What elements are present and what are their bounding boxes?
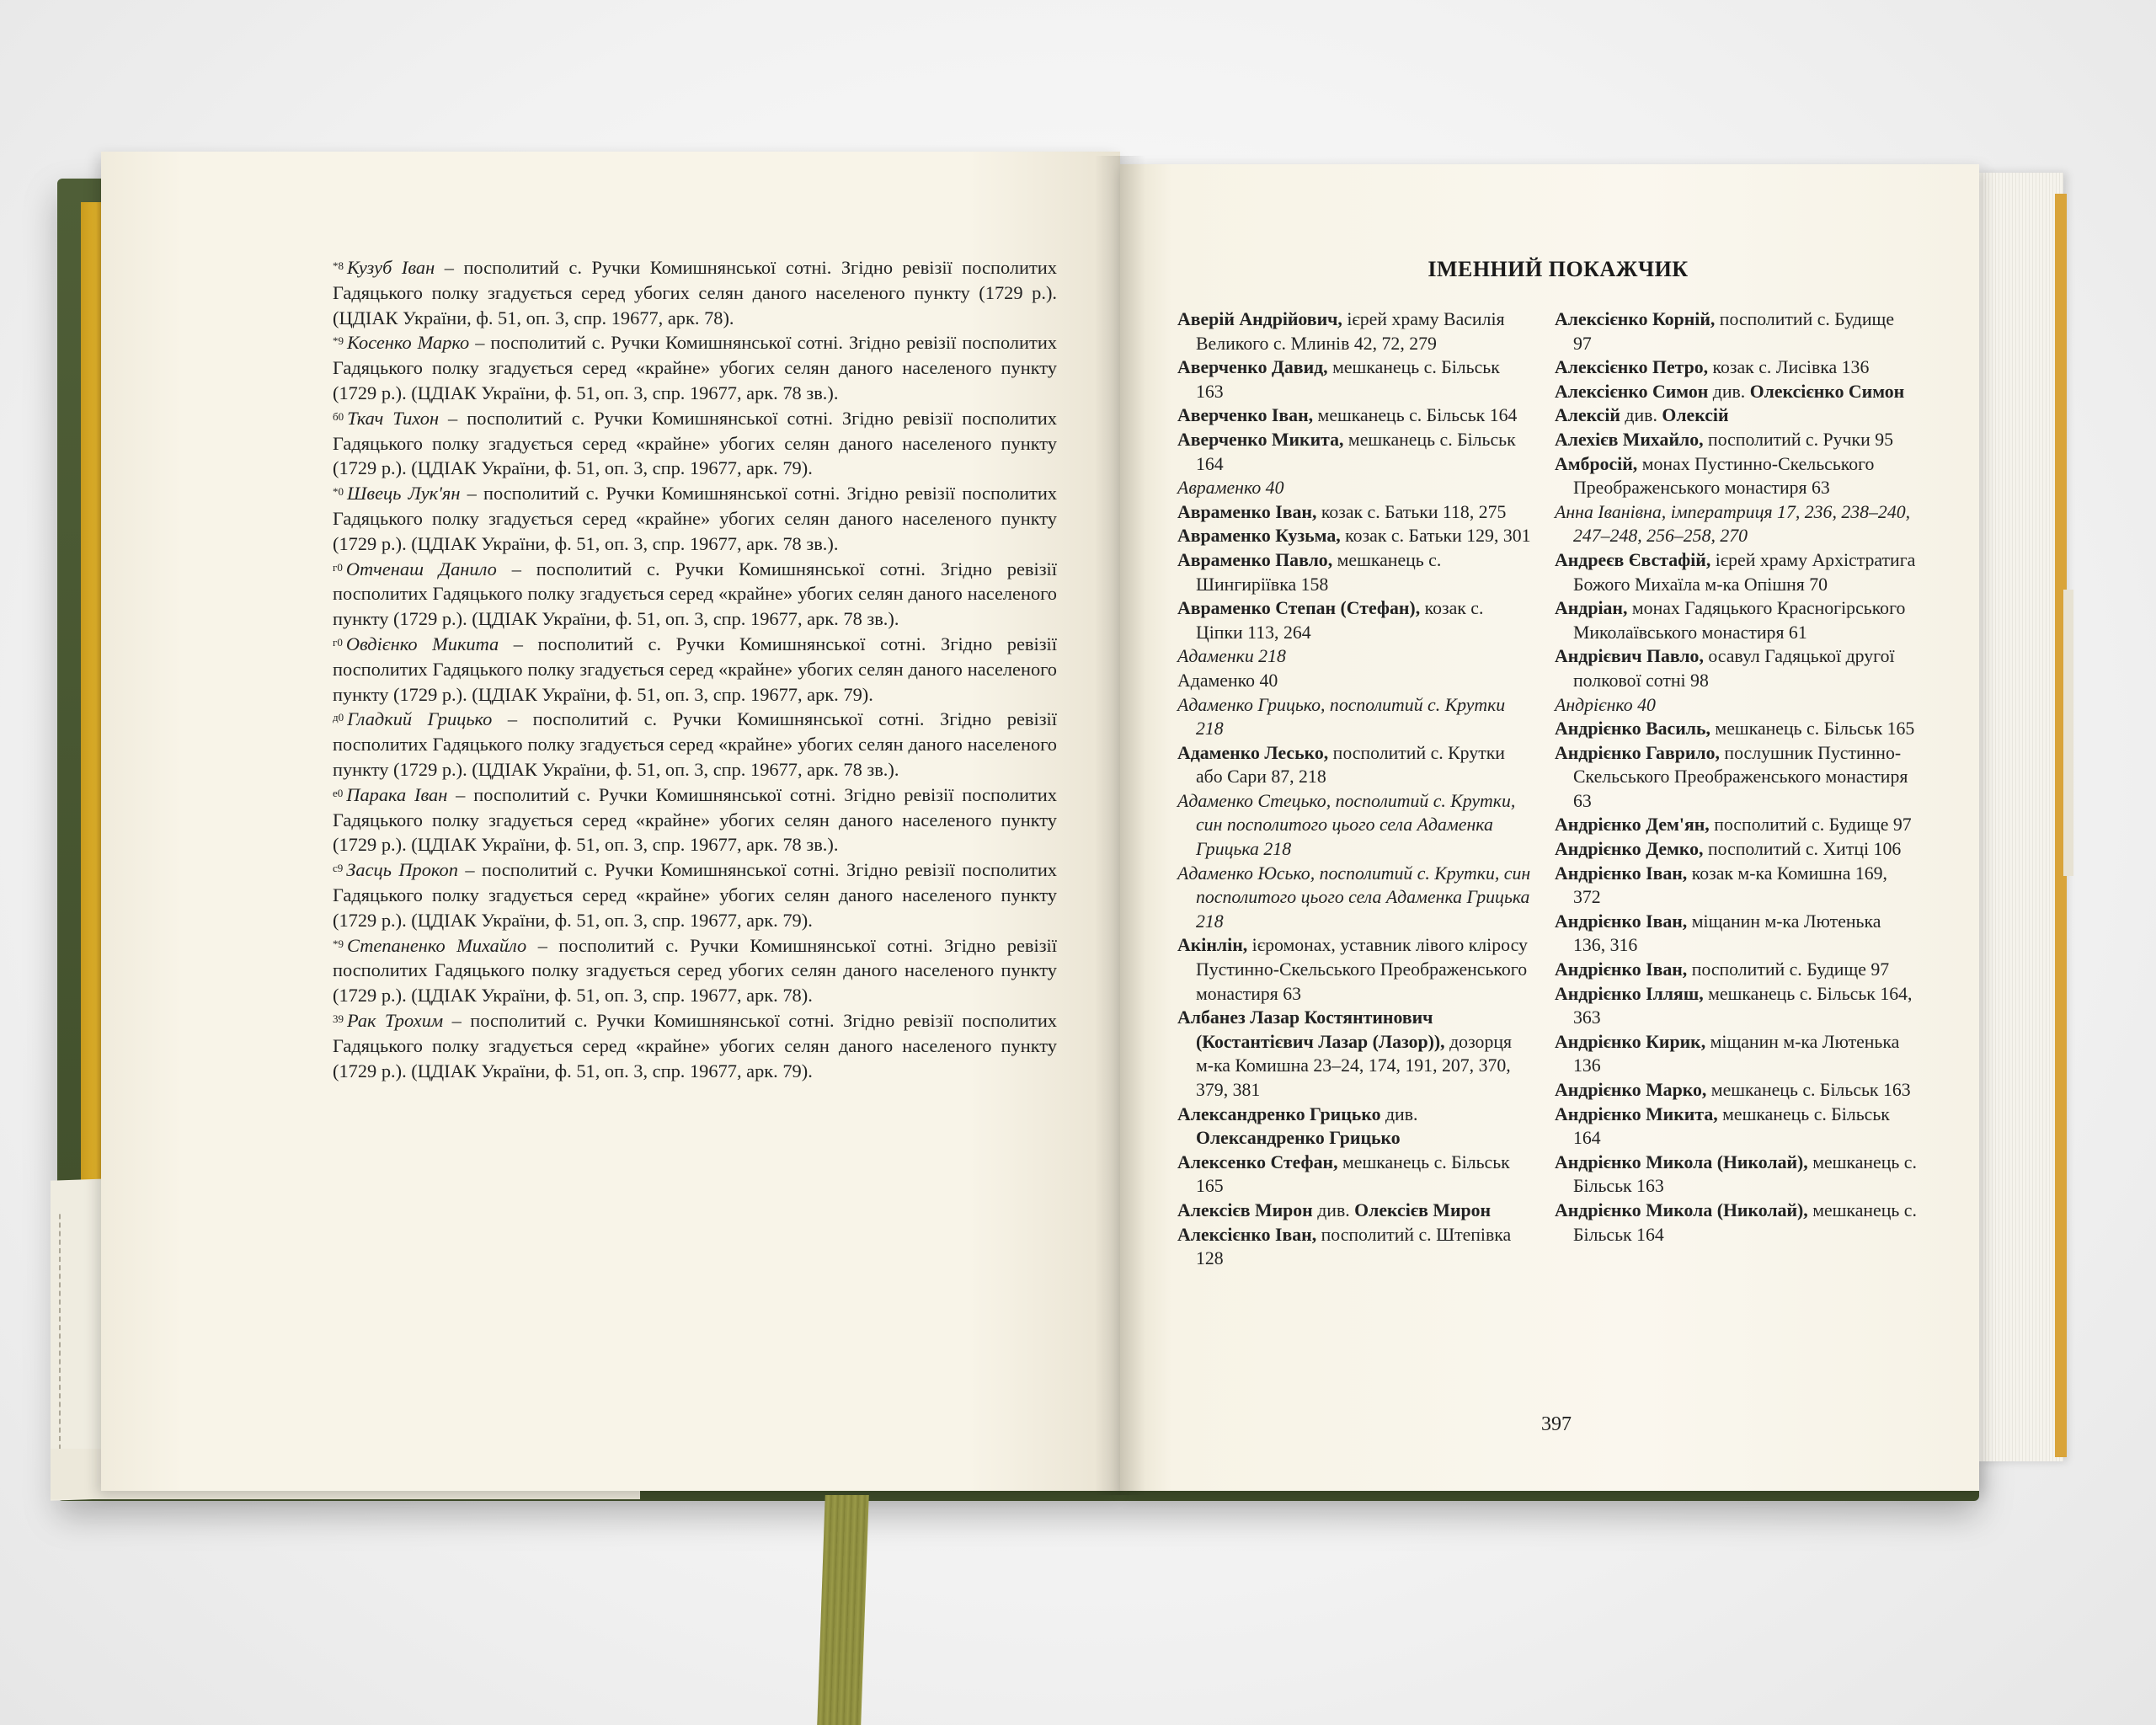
page-number: 397 [1541, 1413, 1572, 1435]
index-entry: Алексенко Стефан, мешканець с. Більськ 165 [1177, 1151, 1510, 1197]
page-stack-right [1979, 173, 2063, 1461]
index-entry: Андрієнко Іван, міщанин м-ка Лютенька 136, 316 [1555, 911, 1881, 956]
index-entry: Адаменко Стецько, посполитий с. Крутки, син посполитого цього села Адаменка Грицька 218 [1177, 790, 1516, 860]
index-entry: Алехієв Михайло, посполитий с. Ручки 95 [1555, 429, 1893, 450]
index-entry: Алексієнко Петро, козак с. Лисівка 136 [1555, 357, 1870, 378]
index-entry: Андрієнко Іван, козак м-ка Комишна 169, 372 [1555, 862, 1887, 908]
index-entry: Андрієвич Павло, осавул Гадяцької другої полкової сотні 98 [1555, 646, 1895, 691]
index-entry: Андрієнко Микола (Николай), мешканець с. Більськ 163 [1555, 1151, 1917, 1197]
index-entry: Андрієнко Ілляш, мешканець с. Більськ 164, 363 [1555, 983, 1913, 1028]
index-entry: Авраменко 40 [1177, 478, 1284, 499]
index-entry: Андрієнко Іван, посполитий с. Будище 97 [1555, 959, 1890, 980]
index-entry: Андрієнко Демко, посполитий с. Хитці 106 [1555, 839, 1902, 860]
book-gutter [1095, 156, 1145, 1495]
index-entry: Авраменко Павло, мешканець с. Шингиріївка 158 [1177, 549, 1442, 595]
footnote: $^{е0}$ Парака Іван – посполитий с. Ручки Комишнянської сотні. Згідно ревізії посполитих Гадяцького полку згадується серед «крайне» убогих селян даного населеного пункту (1729 р.). (ЦДІАК України, ф. 51, оп. 3, спр. 19677, арк. 78 зв.). [333, 783, 1057, 856]
index-entry: Андрієнко Марко, мешканець с. Більськ 163 [1555, 1080, 1911, 1100]
footnote: $^{с9}$ Засць Прокоп – посполитий с. Ручки Комишнянської сотні. Згідно ревізії посполитих Гадяцького полку згадується серед «крайне» убогих селян даного населеного пункту (1729 р.). (ЦДІАК України, ф. 51, оп. 3, спр. 19677, арк. 79). [333, 859, 1057, 931]
index-entry: Алексієв Мирон див. Олексієв Мирон [1177, 1199, 1492, 1220]
index-entry: Андреєв Євстафій, ієрей храму Архістратига Божого Михаїла м-ка Опішня 70 [1555, 549, 1916, 595]
index-entry: Алексієнко Симон див. Олексієнко Симон [1555, 381, 1905, 402]
footnote: $^{г0}$ Отченаш Данило – посполитий с. Ручки Комишнянської сотні. Згідно ревізії посполитих Гадяцького полку згадується серед «крайне» убогих селян даного населеного пункту (1729 р.). (ЦДІАК України, ф. 51, оп. 3, спр. 19677, арк. 78 зв.). [333, 558, 1057, 630]
footnote: $^{*9}$ Косенко Марко – посполитий с. Ручки Комишнянської сотні. Згідно ревізії посполитих Гадяцького полку згадується серед «крайне» убогих селян даного населеного пункту (1729 р.). (ЦДІАК України, ф. 51, оп. 3, спр. 19677, арк. 78 зв.). [333, 332, 1057, 403]
index-column-1 [1177, 307, 1531, 1271]
index-entry: Андрієнко Гаврило, послушник Пустинно-Скельського Преображенського монастиря 63 [1555, 742, 1908, 811]
index-entry: Аверій Андрійович, ієрей храму Василія Великого с. Млинів 42, 72, 279 [1177, 309, 1505, 354]
footnote: $^{39}$ Рак Трохим – посполитий с. Ручки Комишнянської сотні. Згідно ревізії посполитих Гадяцького полку згадується серед «крайне» убогих селян даного населеного пункту (1729 р.). (ЦДІАК України, ф. 51, оп. 3, спр. 19677, арк. 79). [333, 1009, 1057, 1081]
inserted-paper-strip [2063, 590, 2073, 876]
index-entry: Алексій див. Олексій [1555, 405, 1729, 426]
index-entry: Адаменко 40 [1177, 670, 1278, 691]
index-entry: Аверченко Іван, мешканець с. Більськ 164 [1177, 405, 1518, 426]
index-entry: Андріан, монах Гадяцького Красногірського Миколаївського монастиря 61 [1555, 598, 1906, 643]
index-entry: Адаменко Юсько, посполитий с. Крутки, син посполитого цього села Адаменка Грицька 218 [1177, 862, 1531, 932]
footnote: $^{д0}$ Гладкий Грицько – посполитий с. Ручки Комишнянської сотні. Згідно ревізії посполитих Гадяцького полку згадується серед «крайне» убогих селян даного населеного пункту (1729 р.). (ЦДІАК України, ф. 51, оп. 3, спр. 19677, арк. 78 зв.). [333, 708, 1057, 780]
index-entry: Андрієнко Василь, мешканець с. Більськ 165 [1555, 718, 1915, 740]
index-entry: Аверченко Давид, мешканець с. Більськ 163 [1177, 357, 1500, 402]
footnote: $^{г0}$ Овдієнко Микита – посполитий с. Ручки Комишнянської сотні. Згідно ревізії посполитих Гадяцького полку згадується серед «крайне» убогих селян даного населеного пункту (1729 р.). (ЦДІАК України, ф. 51, оп. 3, спр. 19677, арк. 79). [333, 633, 1057, 705]
footnote: $^{б0}$ Ткач Тихон – посполитий с. Ручки Комишнянської сотні. Згідно ревізії посполитих Гадяцького полку згадується серед «крайне» убогих селян даного населеного пункту (1729 р.). (ЦДІАК України, ф. 51, оп. 3, спр. 19677, арк. 79). [333, 407, 1057, 479]
index-column-2 [1555, 307, 1917, 1247]
footnote: $^{*0}$ Швець Лук'ян – посполитий с. Ручки Комишнянської сотні. Згідно ревізії посполитих Гадяцького полку згадується серед «крайне» убогих селян даного населеного пункту (1729 р.). (ЦДІАК України, ф. 51, оп. 3, спр. 19677, арк. 78 зв.). [333, 483, 1057, 554]
index-entry: Амбросій, монах Пустинно-Скельського Преображенського монастиря 63 [1555, 453, 1875, 499]
index-entry: Анна Іванівна, імператриця 17, 236, 238–240, 247–248, 256–258, 270 [1555, 501, 1911, 547]
index-entry: Андрієнко 40 [1555, 694, 1656, 715]
index-entry: Андрієнко Кирик, міщанин м-ка Лютенька 136 [1555, 1031, 1900, 1076]
footnote: $^{*9}$ Степаненко Михайло – посполитий с. Ручки Комишнянської сотні. Згідно ревізії посполитих Гадяцького полку згадується серед убогих селян даного населеного пункту (1729 р.). (ЦДІАК України, ф. 51, оп. 3, спр. 19677, арк. 78). [333, 934, 1057, 1007]
ribbon-bookmark[interactable] [817, 1495, 869, 1725]
index-entry: Аверченко Микита, мешканець с. Більськ 164 [1177, 429, 1516, 474]
footnotes-block [333, 255, 1057, 1083]
index-entry: Андрієнко Микита, мешканець с. Більськ 164 [1555, 1103, 1890, 1149]
index-entry: Акінлін, ієромонах, уставник лівого кліросу Пустинно-Скельського Преображенського монастиря 63 [1177, 935, 1528, 1004]
index-entry: Андрієнко Дем'ян, посполитий с. Будище 97 [1555, 814, 1912, 836]
index-entry: Адаменко Лесько, посполитий с. Крутки або Сари 87, 218 [1177, 742, 1505, 788]
index-entry: Авраменко Степан (Стефан), козак с. Ціпки 113, 264 [1177, 598, 1484, 643]
index-entry: Авраменко Кузьма, козак с. Батьки 129, 301 [1177, 526, 1531, 547]
index-entry: Авраменко Іван, козак с. Батьки 118, 275 [1177, 501, 1507, 522]
index-title: ІМЕННИЙ ПОКАЖЧИК [1428, 257, 1689, 281]
index-entry: Албанез Лазар Костянтинович (Костантієвич Лазар (Лазор)), дозорця м-ка Комишна 23–24, 174, 191, 207, 370, 379, 381 [1177, 1007, 1513, 1100]
index-entry: Адаменко Грицько, посполитий с. Крутки 218 [1177, 694, 1506, 740]
index-entry: Александренко Грицько див. Олександренко Грицько [1177, 1103, 1418, 1149]
index-entry: Алексієнко Іван, посполитий с. Штепівка 128 [1177, 1224, 1512, 1269]
index-entry: Андрієнко Микола (Николай), мешканець с. Більськ 164 [1555, 1199, 1917, 1245]
footnote: $^{*8}$ Кузуб Іван – посполитий с. Ручки Комишнянської сотні. Згідно ревізії посполитих Гадяцького полку згадується серед убогих селян даного населеного пункту (1729 р.). (ЦДІАК України, ф. 51, оп. 3, спр. 19677, арк. 78). [333, 257, 1057, 328]
index-entry: Адаменки 218 [1177, 646, 1286, 667]
index-entry: Алексієнко Корній, посполитий с. Будище 97 [1555, 309, 1894, 354]
